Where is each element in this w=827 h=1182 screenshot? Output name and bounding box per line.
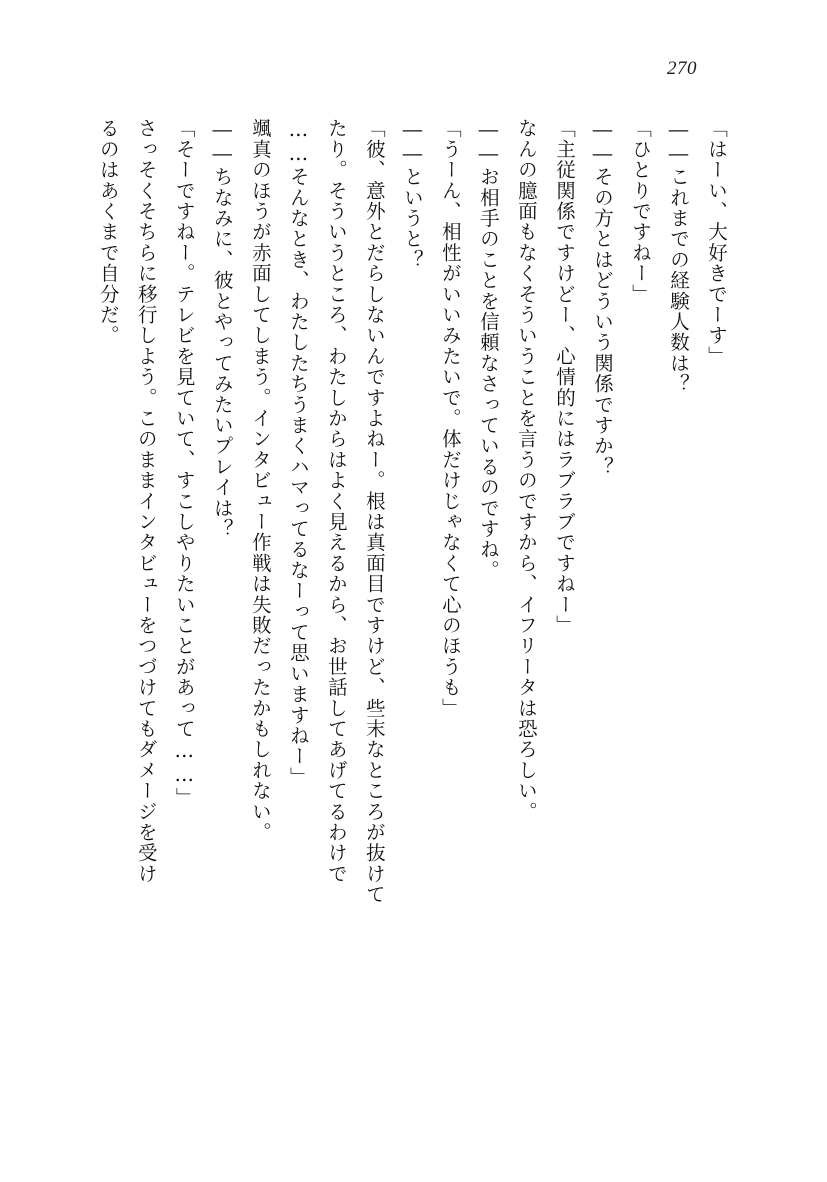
- text-line: たり。そういうところ、わたしからはよく見えるから、お世話してあげてるわけで: [324, 118, 348, 884]
- text-line: ――その方とはどういう関係ですか？: [590, 118, 614, 477]
- text-line: 「彼、意外とだらしないんですよねー。根は真面目ですけど、些末なところが抜けて: [362, 118, 386, 905]
- text-line: さっそくそちらに移行しよう。このままインタビューをつづけてもダメージを受け: [134, 118, 158, 884]
- text-line: ……そんなとき、わたしたちうまくハマってるなーって思いますねー」: [286, 118, 310, 788]
- text-line: 「はーい、大好きでーす」: [705, 118, 728, 367]
- text-line: 「うーん、相性がいいみたいで。体だけじゃなくて心のほうも」: [438, 118, 462, 719]
- text-line: るのはあくまで自分だ。: [96, 118, 120, 346]
- page-body-text: [92, 118, 735, 1092]
- text-line: 「そーですねー。テレビを見ていて、すこしやりたいことがあって……」: [172, 118, 196, 809]
- text-line: ――お相手のことを信頼なさっているのですね。: [476, 118, 500, 581]
- text-line: ――というと？: [400, 118, 424, 270]
- text-line: ――ちなみに、彼とやってみたいプレイは？: [210, 118, 234, 539]
- text-line: 颯真のほうが赤面してしまう。インタビュー作戦は失敗だったかもしれない。: [248, 118, 272, 843]
- text-line: なんの臆面もなくそういうことを言うのですから、イフリータは恐ろしい。: [514, 118, 538, 822]
- text-line: 「主従関係ですけどー、心情的にはラブラブですねー」: [552, 118, 576, 636]
- page-number: 270: [667, 58, 697, 79]
- text-line: 「ひとりですねー」: [628, 118, 652, 305]
- text-line: ――これまでの経験人数は？: [666, 118, 690, 395]
